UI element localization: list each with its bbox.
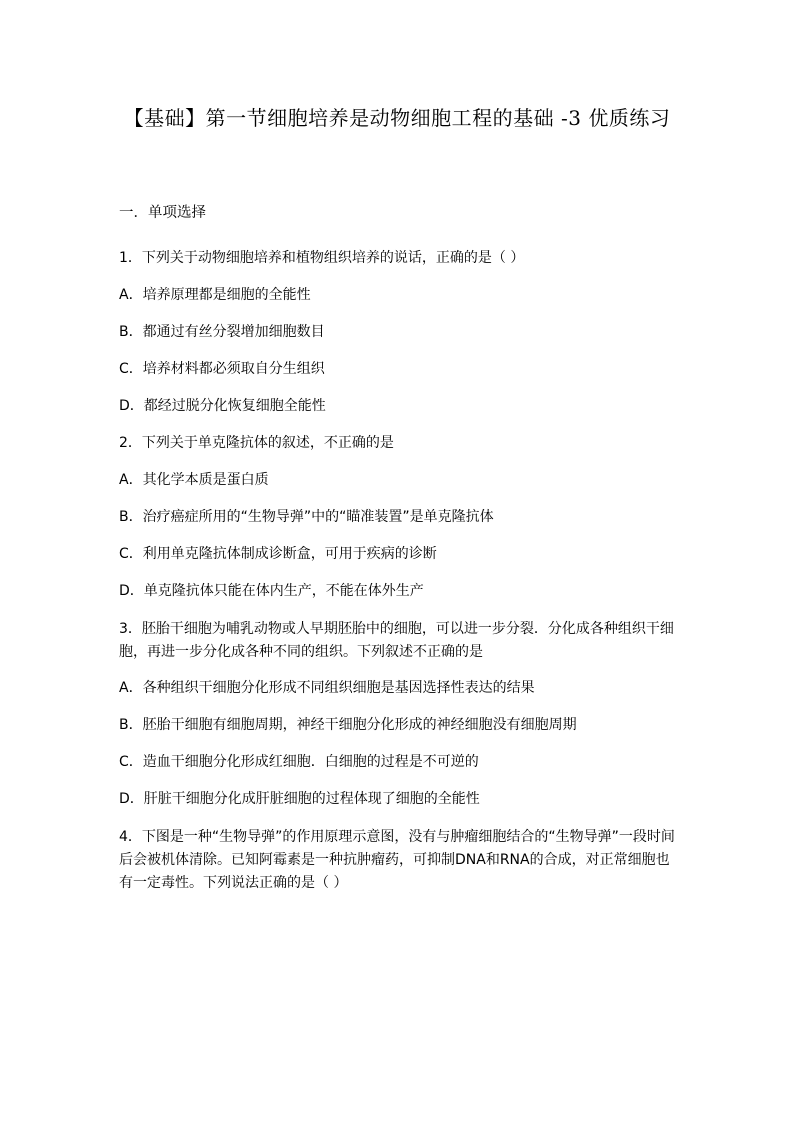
option-1c: C．培养材料都必须取自分生组织 (119, 361, 325, 377)
option-2c: C．利用单克隆抗体制成诊断盒，可用于疾病的诊断 (119, 546, 437, 562)
question-stem-3: 3．胚胎干细胞为哺乳动物或人早期胚胎中的细胞，可以进一步分裂．分化成各种组织干细胞，再进一步分化成各种不同的组织。下列叙述不正确的是 (119, 621, 674, 660)
option-2b: B．治疗癌症所用的“生物导弹”中的“瞄准装置”是单克隆抗体 (119, 509, 494, 525)
option-3c: C．造血干细胞分化形成红细胞．白细胞的过程是不可逆的 (119, 754, 479, 770)
question-stem-1: 1．下列关于动物细胞培养和植物组织培养的说话，正确的是（ ） (119, 250, 525, 266)
option-1a: A．培养原理都是细胞的全能性 (119, 287, 311, 303)
question-stem-4: 4．下图是一种“生物导弹”的作用原理示意图，没有与肿瘤细胞结合的“生物导弹”一段时间后会被机体清除。已知阿霉素是一种抗肿瘤药，可抑制DNA和RNA的合成，对正常细胞也有一定毒性。下列说法正确的是（ ） (119, 829, 675, 891)
option-3d: D．肝脏干细胞分化成肝脏细胞的过程体现了细胞的全能性 (119, 791, 480, 807)
option-3a: A．各种组织干细胞分化形成不同组织细胞是基因选择性表达的结果 (119, 680, 535, 696)
document-title: 【基础】第一节细胞培养是动物细胞工程的基础 -3 优质练习 (123, 106, 671, 130)
question-list (119, 248, 679, 895)
question-stem-2: 2．下列关于单克隆抗体的叙述，不正确的是 (119, 435, 394, 451)
option-1b: B．都通过有丝分裂增加细胞数目 (119, 324, 325, 340)
option-3b: B．胚胎干细胞有细胞周期，神经干细胞分化形成的神经细胞没有细胞周期 (119, 717, 577, 733)
section-title: 一．单项选择 (119, 205, 206, 221)
option-2a: A．其化学本质是蛋白质 (119, 472, 269, 488)
option-1d: D．都经过脱分化恢复细胞全能性 (119, 398, 326, 414)
option-2d: D．单克隆抗体只能在体内生产，不能在体外生产 (119, 583, 424, 599)
